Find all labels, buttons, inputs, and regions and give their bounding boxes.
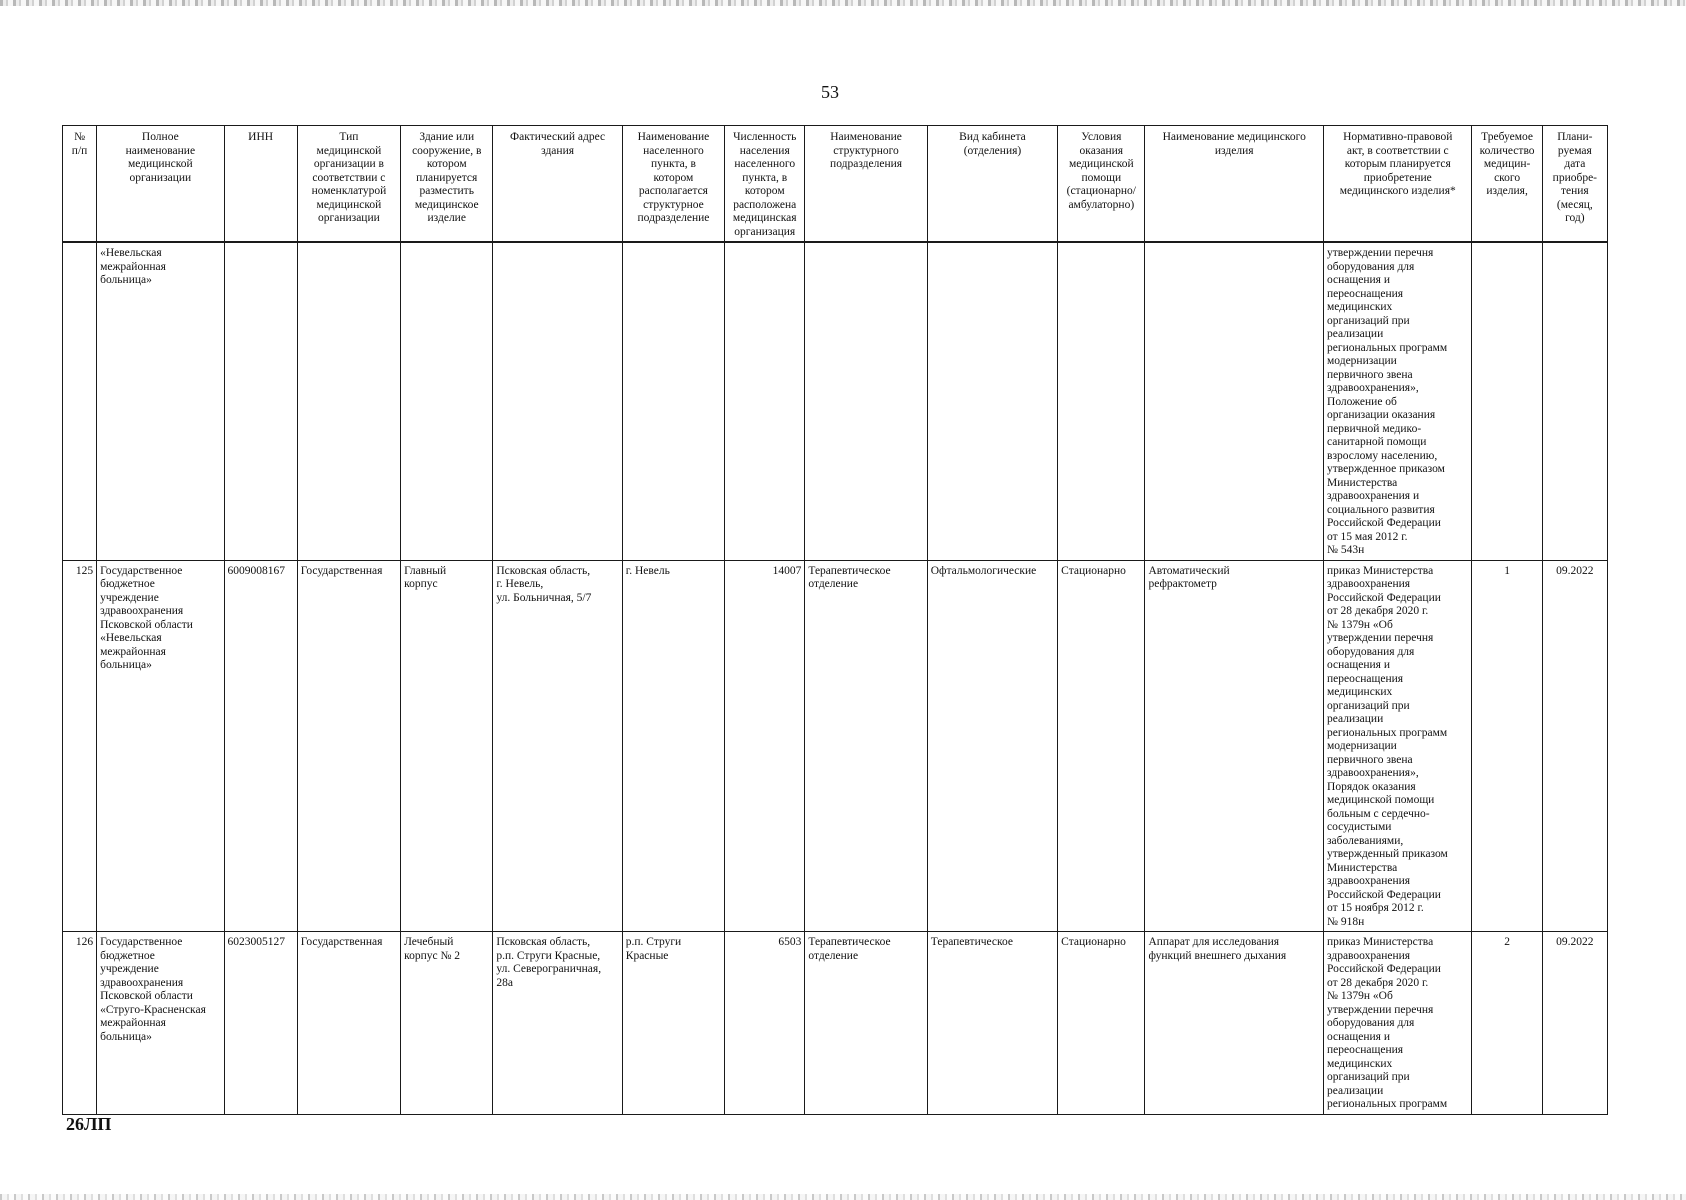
cell-device (1145, 932, 1324, 1115)
header-text-line: № (74, 131, 86, 143)
cell-text-line: организаций при (1327, 1071, 1410, 1083)
cell-text-line: ул. Северограничная, (496, 963, 602, 975)
equipment-register-table (62, 125, 1608, 1115)
cell-text-line: медицинских (1327, 686, 1393, 698)
cell-text-line: утвержденное приказом (1327, 463, 1445, 475)
cell-text-line: отделение (808, 949, 859, 962)
cell-text-line: Псковской области (100, 990, 193, 1002)
table-row (63, 932, 1608, 1115)
cell-text-line: модернизации (1327, 740, 1397, 752)
scan-edge-top (0, 0, 1686, 6)
cell-text-line: г. Невель, (496, 578, 544, 590)
cell-settlement (622, 560, 724, 932)
cell-text-line: Министерства (1327, 476, 1398, 489)
cell-unit (805, 242, 927, 560)
cell-text-line: Псковской области (100, 618, 193, 631)
cell-population: 14007 (725, 560, 805, 932)
cell-text-line: № 543н (1327, 544, 1365, 556)
header-text-line: сооружение, в (412, 144, 482, 157)
cell-text-line: ул. Больничная, 5/7 (496, 591, 592, 604)
cell-text-line: «Невельская (100, 247, 162, 259)
header-text-line: разместить (419, 185, 474, 197)
cell-text-line: организаций при (1327, 314, 1410, 327)
cell-text-line: региональных программ (1327, 1098, 1448, 1110)
cell-text-line: корпус (404, 578, 438, 590)
cell-text-line: Российской Федерации (1327, 591, 1441, 604)
cell-text-line: сосудистыми (1327, 821, 1392, 833)
header-text-line: организации (129, 171, 192, 184)
cell-text-line: р.п. Струги Красные, (496, 949, 601, 962)
cell-text-line: бюджетное (100, 578, 155, 590)
cell-org (97, 932, 224, 1115)
header-text-line: медицинская (732, 212, 797, 224)
cell-text-line: здравоохранения (1327, 949, 1411, 962)
cell-cabinet: Офтальмологические (927, 560, 1057, 932)
cell-cabinet (927, 242, 1057, 560)
cell-text-line: организаций при (1327, 699, 1410, 712)
cell-text-line: медицинской помощи (1327, 794, 1435, 806)
header-text-line: организации (318, 212, 380, 224)
cell-num: 125 (63, 560, 97, 932)
cell-text-line: учреждение (100, 591, 159, 604)
header-text-line: Плани- (1557, 131, 1593, 143)
header-text-line: подразделение (637, 212, 710, 224)
cell-text-line: здравоохранения (1327, 578, 1411, 590)
cell-address (493, 242, 622, 560)
header-text-line: медицинское (414, 198, 479, 211)
cell-act (1324, 242, 1472, 560)
page-number: 53 (821, 82, 839, 102)
cell-text-line: Терапевтическое (808, 564, 891, 577)
cell-unit (805, 932, 927, 1115)
cell-text-line: реализации (1327, 1084, 1384, 1097)
header-text-line: Вид кабинета (959, 131, 1026, 143)
header-text-line: дата (1564, 158, 1586, 170)
header-text-line: (месяц, (1556, 198, 1593, 211)
cell-text-line: здравоохранения (100, 605, 184, 617)
cell-text-line: утвержденный приказом (1327, 848, 1448, 860)
header-text-line: оказания (1079, 144, 1124, 157)
cell-text-line: первичного звена (1327, 753, 1413, 766)
cell-text-line: региональных программ (1327, 341, 1448, 354)
cell-text-line: от 28 декабря 2020 г. (1327, 605, 1429, 617)
header-text-line: (отделения) (963, 144, 1022, 157)
cell-text-line: организации оказания (1327, 409, 1436, 421)
header-col-settlement (622, 126, 724, 243)
header-col-unit (805, 126, 927, 243)
cell-text-line: утверждении перечня (1327, 1003, 1434, 1016)
cell-text-line: функций внешнего дыхания (1148, 949, 1287, 962)
cell-text-line: заболеваниями, (1327, 834, 1404, 847)
cell-text-line: здравоохранения (1327, 875, 1411, 887)
cell-address (493, 560, 622, 932)
header-text-line: изделие (427, 212, 466, 224)
cell-text-line: социального развития (1327, 503, 1435, 516)
header-text-line: Условия (1081, 131, 1122, 143)
footer-code: 26ЛП (66, 1114, 112, 1134)
header-text-line: пункта, в (742, 171, 788, 184)
header-col-device (1145, 126, 1324, 243)
cell-unit (805, 560, 927, 932)
cell-text-line: Аппарат для исследования (1148, 936, 1280, 948)
cell-text-line: р.п. Струги (625, 936, 682, 948)
header-text-line: медицинской (316, 144, 382, 157)
cell-settlement (622, 242, 724, 560)
cell-text-line: оборудования для (1327, 260, 1415, 273)
cell-text-line: больным с сердечно- (1327, 807, 1430, 820)
cell-text-line: от 15 ноября 2012 г. (1327, 902, 1424, 914)
header-text-line: которым планируется (1344, 158, 1451, 170)
cell-org (97, 560, 224, 932)
cell-act (1324, 560, 1472, 932)
cell-text-line: больница» (100, 659, 152, 671)
cell-type: Государственная (297, 932, 400, 1115)
cell-text-line: «Невельская (100, 632, 162, 644)
header-text-line: Здание или (419, 131, 475, 143)
header-text-line: здания (541, 144, 575, 157)
cell-text-line: межрайонная (100, 645, 166, 658)
cell-text-line: Государственное (100, 564, 183, 577)
cell-text-line: Лечебный (404, 936, 454, 948)
cell-text-line: оборудования для (1327, 1017, 1415, 1029)
cell-text-line: Главный (404, 564, 447, 577)
header-col-population (725, 126, 805, 243)
header-text-line: изделия, (1486, 185, 1528, 197)
table-row (63, 242, 1608, 560)
header-text-line: пункта, в (650, 158, 696, 170)
header-text-line: медицинской (1068, 158, 1134, 170)
header-text-line: приобре- (1552, 171, 1598, 184)
cell-device (1145, 560, 1324, 932)
cell-text-line: межрайонная (100, 1017, 166, 1029)
cell-text-line: корпус № 2 (404, 949, 461, 962)
cell-inn: 6009008167 (224, 560, 297, 932)
header-text-line: руемая (1557, 144, 1592, 157)
cell-date: 09.2022 (1542, 560, 1607, 932)
cell-text-line: «Струго-Красненская (100, 1003, 206, 1016)
header-text-line: Нормативно-правовой (1343, 131, 1453, 143)
header-text-line: населенного (734, 158, 796, 170)
cell-text-line: взрослому населению, (1327, 449, 1438, 462)
cell-type: Государственная (297, 560, 400, 932)
cell-text-line: учреждение (100, 963, 159, 975)
header-text-line: изделия (1214, 144, 1254, 157)
header-text-line: амбулаторно) (1068, 198, 1135, 211)
header-text-line: Численность (733, 131, 797, 143)
cell-date: 09.2022 (1542, 932, 1607, 1115)
header-text-line: располагается (638, 185, 708, 197)
cell-settlement (622, 932, 724, 1115)
cell-text-line: оснащения и (1327, 659, 1391, 671)
cell-inn: 6023005127 (224, 932, 297, 1115)
cell-text-line: больница» (100, 1030, 152, 1043)
header-text-line: Фактический адрес (510, 131, 606, 143)
cell-text-line: здравоохранения», (1327, 382, 1419, 394)
cell-qty: 1 (1472, 560, 1542, 932)
cell-text-line: утверждении перечня (1327, 632, 1434, 644)
header-text-line: год) (1565, 212, 1585, 224)
header-text-line: ИНН (248, 131, 274, 143)
header-col-address (493, 126, 622, 243)
cell-text-line: бюджетное (100, 949, 155, 962)
cell-text-line: оснащения и (1327, 1030, 1391, 1043)
cell-text-line: Министерства (1327, 861, 1398, 874)
header-text-line: медицин- (1483, 158, 1531, 170)
cell-text-line: Государственное (100, 936, 183, 948)
cell-text-line: приказ Министерства (1327, 936, 1434, 948)
cell-text-line: Псковская область, (496, 936, 591, 948)
cell-conditions: Стационарно (1058, 932, 1145, 1115)
cell-text-line: больница» (100, 274, 152, 286)
cell-text-line: № 918н (1327, 915, 1365, 928)
header-text-line: организация (734, 225, 796, 238)
header-text-line: структурного (833, 144, 899, 157)
header-text-line: медицинской (127, 158, 193, 170)
cell-text-line: переоснащения (1327, 1044, 1404, 1056)
header-text-line: медицинского изделия* (1339, 185, 1456, 197)
header-text-line: номенклатурой (311, 185, 387, 197)
table-row (63, 560, 1608, 932)
cell-text-line: здравоохранения», (1327, 767, 1419, 779)
header-text-line: приобретение (1363, 171, 1432, 184)
header-text-line: котором (653, 171, 694, 184)
cell-text-line: модернизации (1327, 355, 1397, 367)
cell-num (63, 242, 97, 560)
cell-text-line: от 28 декабря 2020 г. (1327, 976, 1429, 989)
header-col-cabinet (927, 126, 1057, 243)
cell-text-line: рефрактометр (1148, 578, 1217, 590)
cell-text-line: реализации (1327, 328, 1384, 340)
header-text-line: наименование (125, 144, 196, 157)
cell-address (493, 932, 622, 1115)
cell-text-line: отделение (808, 578, 859, 590)
header-text-line: Наименование медицинского (1162, 131, 1306, 143)
header-text-line: количество (1479, 144, 1535, 157)
cell-text-line: 28а (496, 976, 513, 989)
cell-text-line: от 15 мая 2012 г. (1327, 530, 1408, 543)
header-text-line: п/п (71, 144, 88, 157)
cell-date (1542, 242, 1607, 560)
cell-type (297, 242, 400, 560)
header-col-org-type (297, 126, 400, 243)
header-col-date (1542, 126, 1607, 243)
cell-text-line: медицинских (1327, 301, 1393, 313)
cell-conditions (1058, 242, 1145, 560)
header-col-quantity (1472, 126, 1542, 243)
header-text-line: Полное (141, 131, 179, 143)
header-col-inn (224, 126, 297, 243)
header-text-line: Наименование (637, 131, 710, 143)
header-text-line: расположена (733, 198, 797, 211)
cell-act (1324, 932, 1472, 1115)
cell-text-line: реализации (1327, 713, 1384, 725)
header-text-line: Тип (339, 131, 359, 143)
cell-org (97, 242, 224, 560)
header-text-line: котором (426, 158, 467, 170)
cell-text-line: № 1379н «Об (1327, 990, 1393, 1002)
header-col-legal-act (1324, 126, 1472, 243)
table-header-row (63, 126, 1608, 243)
header-col-building (401, 126, 493, 243)
cell-num: 126 (63, 932, 97, 1115)
cell-text-line: здравоохранения (100, 976, 184, 989)
header-text-line: ского (1494, 171, 1521, 184)
header-text-line: медицинской (316, 198, 382, 211)
cell-text-line: Красные (625, 949, 669, 962)
cell-text-line: приказ Министерства (1327, 564, 1434, 577)
header-col-org-name (97, 126, 224, 243)
header-text-line: котором (744, 185, 785, 197)
header-text-line: Наименование (830, 131, 902, 143)
header-text-line: акт, в соответствии с (1346, 144, 1449, 157)
cell-qty: 2 (1472, 932, 1542, 1115)
header-text-line: соответствии с (312, 171, 386, 184)
cell-text-line: Российской Федерации (1327, 517, 1441, 529)
cell-inn (224, 242, 297, 560)
cell-text-line: медицинских (1327, 1057, 1393, 1070)
header-text-line: (стационарно/ (1066, 185, 1136, 197)
header-text-line: организации в (313, 158, 384, 170)
cell-text-line: г. Невель (625, 564, 670, 577)
header-text-line: населенного (643, 144, 704, 157)
cell-text-line: Автоматический (1148, 564, 1230, 577)
header-text-line: тения (1560, 185, 1589, 197)
cell-population: 6503 (725, 932, 805, 1115)
cell-text-line: здравоохранения и (1327, 490, 1420, 502)
cell-text-line: Положение об (1327, 395, 1397, 408)
header-col-number (63, 126, 97, 243)
cell-text-line: региональных программ (1327, 726, 1448, 739)
cell-building (401, 242, 493, 560)
header-text-line: структурное (643, 198, 704, 211)
cell-qty (1472, 242, 1542, 560)
cell-text-line: переоснащения (1327, 672, 1404, 685)
header-text-line: Требуемое (1481, 131, 1534, 143)
cell-device (1145, 242, 1324, 560)
header-text-line: населения (739, 144, 790, 157)
cell-text-line: первичного звена (1327, 368, 1413, 381)
cell-text-line: оборудования для (1327, 645, 1415, 658)
cell-text-line: переоснащения (1327, 287, 1404, 300)
cell-text-line: Российской Федерации (1327, 888, 1441, 901)
scan-edge-bottom (0, 1194, 1686, 1200)
cell-building (401, 560, 493, 932)
cell-text-line: первичной медико- (1327, 422, 1422, 435)
cell-text-line: межрайонная (100, 260, 166, 273)
cell-text-line: Псковская область, (496, 564, 591, 577)
cell-text-line: № 1379н «Об (1327, 618, 1393, 631)
cell-cabinet: Терапевтическое (927, 932, 1057, 1115)
cell-text-line: оснащения и (1327, 274, 1391, 286)
cell-text-line: Терапевтическое (808, 936, 891, 948)
header-text-line: планируется (416, 171, 478, 184)
cell-text-line: санитарной помощи (1327, 436, 1427, 448)
cell-text-line: Российской Федерации (1327, 963, 1441, 975)
cell-text-line: утверждении перечня (1327, 247, 1434, 259)
cell-building (401, 932, 493, 1115)
header-col-conditions (1058, 126, 1145, 243)
cell-conditions: Стационарно (1058, 560, 1145, 932)
cell-population (725, 242, 805, 560)
header-text-line: помощи (1081, 171, 1122, 184)
cell-text-line: Порядок оказания (1327, 780, 1416, 793)
header-text-line: подразделения (830, 158, 903, 170)
